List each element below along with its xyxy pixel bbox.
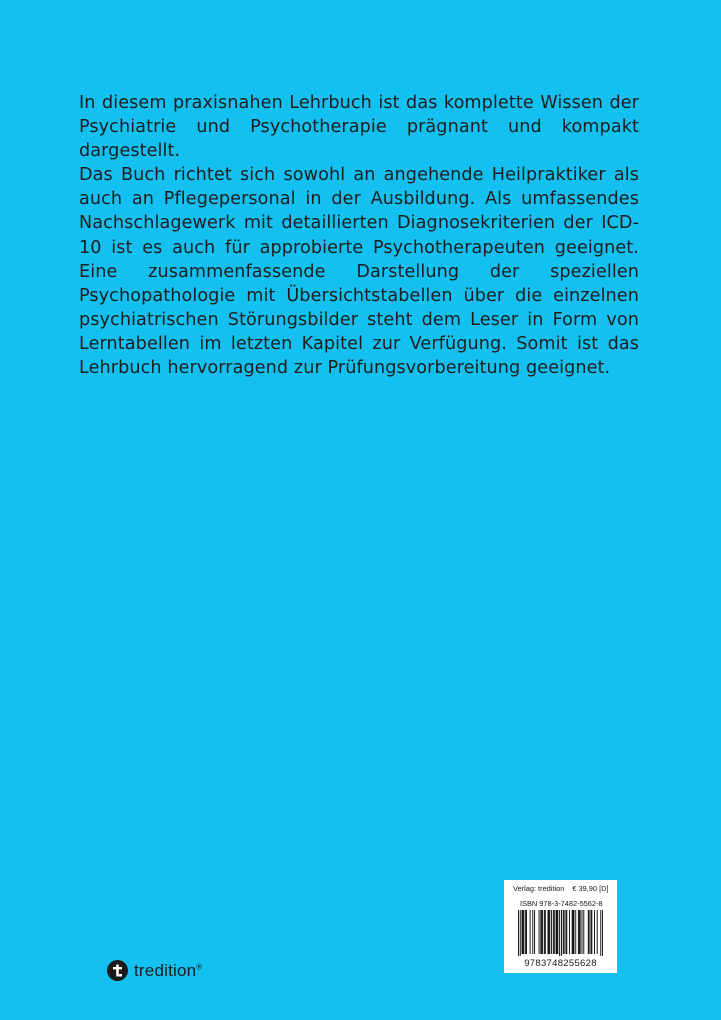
barcode-bar (544, 910, 545, 954)
barcode-bar (520, 910, 521, 956)
barcode-bar (522, 910, 523, 954)
tredition-logo-icon (107, 960, 128, 981)
barcode-bar (590, 910, 591, 954)
registered-mark: ® (196, 961, 203, 971)
barcode-bar (548, 910, 549, 954)
barcode-bars (518, 910, 603, 956)
barcode-bar (573, 910, 574, 954)
barcode-bar (556, 910, 557, 954)
barcode-bar (602, 910, 603, 956)
barcode-bar (572, 910, 573, 954)
barcode-bar (539, 910, 540, 954)
barcode-bar (554, 910, 555, 954)
barcode-bar (530, 910, 531, 954)
barcode-bar (564, 910, 565, 954)
barcode-bar (588, 910, 589, 954)
barcode-publisher-price (513, 884, 609, 893)
barcode-bar (566, 910, 567, 954)
back-cover-blurb (79, 91, 639, 380)
barcode-bar (591, 910, 592, 954)
barcode-bar (548, 910, 549, 954)
barcode-bar (549, 910, 550, 954)
barcode-label (504, 880, 617, 973)
barcode-bar (582, 910, 583, 954)
barcode-bar (597, 910, 598, 954)
barcode-bar (526, 910, 527, 954)
barcode-bar (569, 910, 570, 954)
barcode-bar (542, 910, 543, 954)
barcode-bar (525, 910, 526, 954)
blurb-paragraph-1: In diesem praxisnahen Lehrbuch ist das komplette Wissen der Psychiatrie und Psychotherapie prägnant und kompakt dargestellt. (79, 93, 639, 162)
barcode-publisher: Verlag: tredition (513, 884, 565, 893)
barcode-bar (573, 910, 574, 954)
barcode-bar (541, 910, 542, 954)
barcode-number: 9783748255628 (524, 958, 597, 969)
barcode-price: € 39,90 [D] (572, 884, 609, 893)
barcode-bar (578, 910, 579, 954)
barcode-bar (579, 910, 580, 954)
barcode-bar (600, 910, 601, 956)
barcode-bar (534, 910, 535, 954)
barcode-bar (556, 910, 557, 954)
barcode-bar (545, 910, 546, 954)
barcode-bar (557, 910, 558, 954)
barcode-bar (580, 910, 581, 954)
barcode-bar (583, 910, 584, 954)
barcode-bar (522, 910, 523, 954)
blurb-paragraph-2: Das Buch richtet sich sowohl an angehende Heilpraktiker als auch an Pflegepersonal in der Ausbildung. Als umfassendes Nachschlagewerk mit detaillierten Diagnosekriterien der ICD-10 ist es auch für approbierte Psychotherapeuten geeignet. Eine zusammenfassende Darstellung der speziellen Psychopathologie mit Übersichtstabellen über die einzelnen psychiatrischen Störungsbilder steht dem Leser in Form von Lerntabellen im letzten Kapitel zur Verfügung. Somit ist das Lehrbuch hervorragend zur Prüfungsvorbereitung geeignet. (79, 165, 639, 379)
barcode-bar (523, 910, 524, 954)
barcode-bar (563, 910, 564, 954)
publisher-name: tredition® (134, 960, 203, 980)
barcode-isbn: ISBN 978-3-7482-5562-8 (520, 899, 603, 908)
barcode-bar (551, 910, 552, 954)
barcode-bar (589, 910, 590, 954)
barcode-bar (559, 910, 560, 956)
publisher-logo (107, 960, 202, 981)
barcode-bar (561, 910, 562, 956)
barcode-bar (540, 910, 541, 954)
barcode-bar (575, 910, 576, 954)
barcode-bar (565, 910, 566, 954)
barcode-bar (532, 910, 533, 954)
barcode-bar (518, 910, 519, 956)
barcode-bar (553, 910, 554, 954)
barcode-bar (594, 910, 595, 954)
